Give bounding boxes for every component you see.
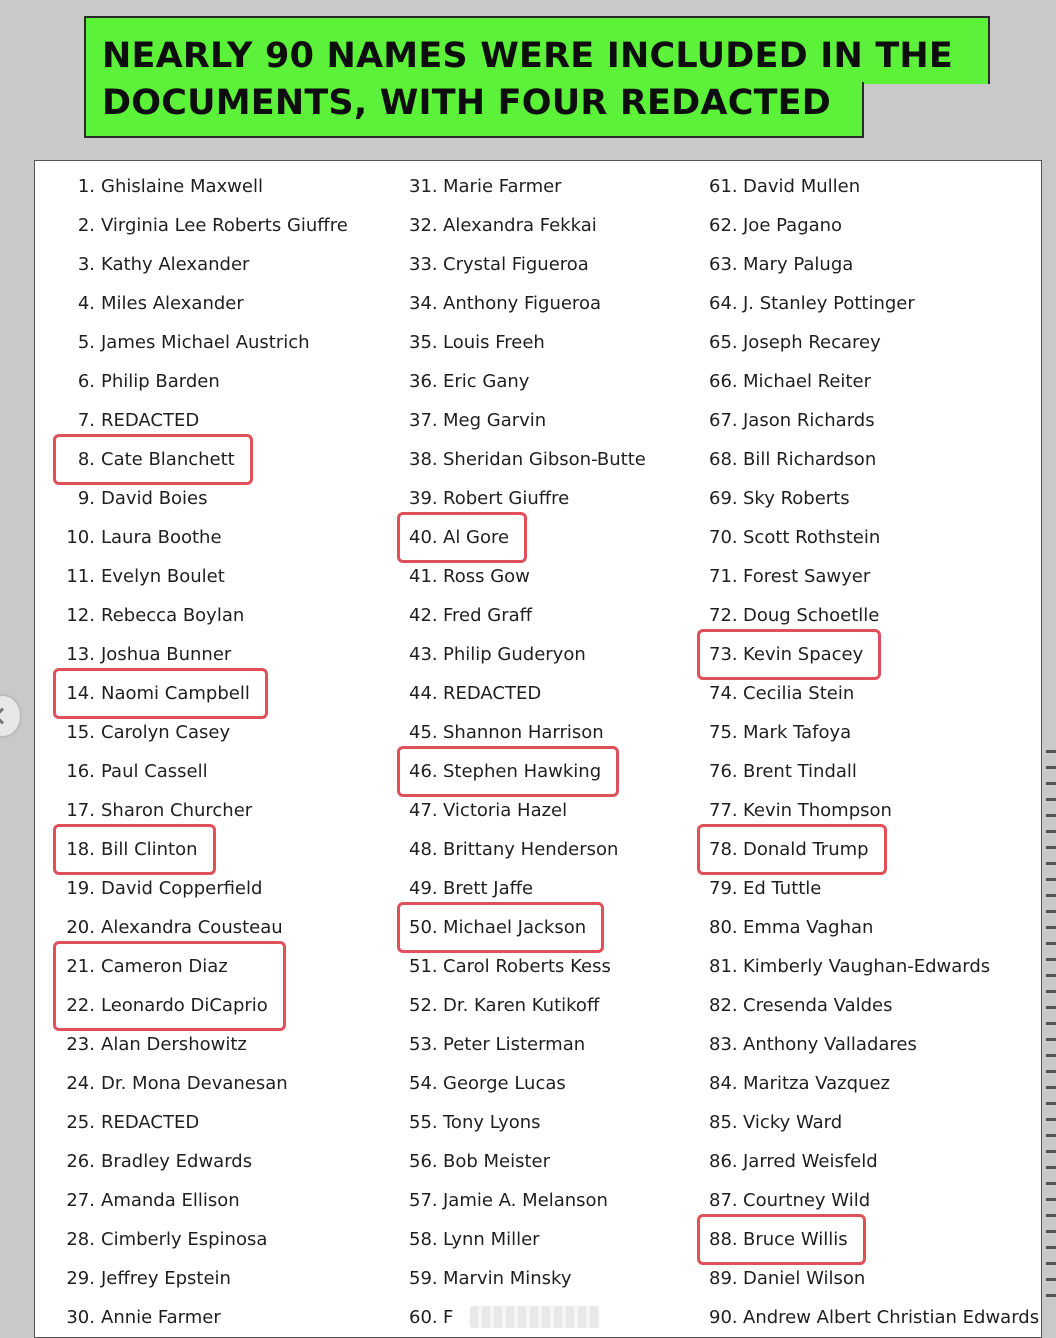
list-item (409, 908, 586, 947)
list-item (409, 1298, 453, 1337)
list-item-number: 7. (77, 410, 95, 431)
list-item-number: 48. (409, 839, 438, 860)
list-item (65, 557, 225, 596)
list-item-number: 1. (77, 176, 95, 197)
list-item-number: 19. (66, 878, 95, 899)
list-item (65, 1064, 288, 1103)
list-item-number: 78. (709, 839, 738, 860)
list-item-name: Fred Graff (443, 605, 533, 626)
list-item-name: Mark Tafoya (743, 722, 852, 743)
list-item (65, 284, 244, 323)
list-item-number: 51. (409, 956, 438, 977)
list-item-number: 32. (409, 215, 438, 236)
list-item-number: 30. (66, 1307, 95, 1328)
list-item-name: Anthony Figueroa (443, 293, 601, 314)
list-item-name: Brittany Henderson (443, 839, 619, 860)
list-item-name: Alexandra Fekkai (443, 215, 597, 236)
list-item-name: Bruce Willis (743, 1229, 848, 1250)
list-item-name: Eric Gany (443, 371, 530, 392)
list-item-name: Kimberly Vaughan-Edwards (743, 956, 991, 977)
list-item-name: Kevin Spacey (743, 644, 864, 665)
list-item-number: 82. (709, 995, 738, 1016)
list-item-name: Mary Paluga (743, 254, 854, 275)
list-item-number: 81. (709, 956, 738, 977)
list-item-number: 41. (409, 566, 438, 587)
list-item (65, 245, 249, 284)
list-item-number: 83. (709, 1034, 738, 1055)
list-item (65, 596, 244, 635)
list-item-name: J. Stanley Pottinger (743, 293, 915, 314)
list-item-number: 62. (709, 215, 738, 236)
list-item-name: Sharon Churcher (101, 800, 253, 821)
list-item-name: Bill Clinton (101, 839, 198, 860)
list-item (709, 518, 880, 557)
list-item (65, 1259, 231, 1298)
list-item (409, 284, 601, 323)
list-item-name: Doug Schoetlle (743, 605, 880, 626)
list-item-name: Louis Freeh (443, 332, 545, 353)
list-item (65, 401, 199, 440)
list-item-number: 76. (709, 761, 738, 782)
list-item-number: 22. (66, 995, 95, 1016)
list-item-name: Dr. Karen Kutikoff (443, 995, 600, 1016)
list-item-number: 90. (709, 1307, 738, 1328)
list-item-name: Cate Blanchett (101, 449, 235, 470)
list-item-number: 74. (709, 683, 738, 704)
list-item (65, 1025, 247, 1064)
list-item-number: 47. (409, 800, 438, 821)
list-item-name: Carolyn Casey (101, 722, 231, 743)
list-item-name: Scott Rothstein (743, 527, 881, 548)
list-item (409, 596, 532, 635)
list-item (709, 362, 871, 401)
list-item-number: 57. (409, 1190, 438, 1211)
list-item-name: Cecilia Stein (743, 683, 855, 704)
list-item (709, 1025, 917, 1064)
list-item-name: Bob Meister (443, 1151, 551, 1172)
list-item (65, 1181, 240, 1220)
list-item-number: 87. (709, 1190, 738, 1211)
list-item (409, 518, 509, 557)
list-item-number: 73. (709, 644, 738, 665)
list-item-name: Jarred Weisfeld (743, 1151, 878, 1172)
list-item (709, 401, 875, 440)
list-item (709, 986, 893, 1025)
list-item (409, 1064, 566, 1103)
list-item-name: Ghislaine Maxwell (101, 176, 263, 197)
list-item-name: Courtney Wild (743, 1190, 871, 1211)
list-item-name: Victoria Hazel (443, 800, 568, 821)
list-item-number: 85. (709, 1112, 738, 1133)
list-item-name: Joseph Recarey (743, 332, 881, 353)
list-item-name: Lynn Miller (443, 1229, 540, 1250)
list-item (709, 1259, 865, 1298)
list-item (709, 713, 851, 752)
list-item-name: Vicky Ward (743, 1112, 843, 1133)
list-item-name: Bill Richardson (743, 449, 877, 470)
list-item-number: 55. (409, 1112, 438, 1133)
list-item-name: Crystal Figueroa (443, 254, 589, 275)
list-item-name: Forest Sawyer (743, 566, 871, 587)
list-item (65, 791, 252, 830)
page-edge-decoration (1046, 750, 1056, 1310)
list-item-number: 5. (77, 332, 95, 353)
headline-banner (84, 16, 990, 138)
list-item-name: Alexandra Cousteau (101, 917, 283, 938)
list-item-number: 79. (709, 878, 738, 899)
list-item (65, 1103, 199, 1142)
list-item-name: Leonardo DiCaprio (101, 995, 268, 1016)
list-item (709, 1142, 878, 1181)
list-item (409, 1142, 550, 1181)
list-item-name: Carol Roberts Kess (443, 956, 611, 977)
list-item-number: 43. (409, 644, 438, 665)
list-item-number: 13. (66, 644, 95, 665)
list-item-number: 52. (409, 995, 438, 1016)
list-item-number: 68. (709, 449, 738, 470)
list-item-number: 70. (709, 527, 738, 548)
list-item (709, 791, 892, 830)
list-item (65, 869, 262, 908)
list-item (65, 1298, 221, 1337)
carousel-prev-button[interactable] (0, 696, 20, 736)
list-item-name: Philip Guderyon (443, 644, 586, 665)
list-item-number: 44. (409, 683, 438, 704)
list-item (709, 440, 876, 479)
list-item-name: Peter Listerman (443, 1034, 586, 1055)
list-item (709, 674, 854, 713)
list-item-name: Amanda Ellison (101, 1190, 240, 1211)
list-item (65, 518, 222, 557)
list-item-name: Evelyn Boulet (101, 566, 225, 587)
list-item-name: Kathy Alexander (101, 254, 250, 275)
list-item-name: Jason Richards (743, 410, 875, 431)
list-item (65, 830, 198, 869)
list-item-name: Andrew Albert Christian Edwards (743, 1307, 1040, 1328)
list-item (709, 284, 915, 323)
list-item-name: Michael Reiter (743, 371, 871, 392)
list-item-number: 2. (77, 215, 95, 236)
list-item-number: 64. (709, 293, 738, 314)
list-item (709, 479, 850, 518)
list-item (409, 791, 567, 830)
list-item-number: 63. (709, 254, 738, 275)
list-item-number: 40. (409, 527, 438, 548)
list-item-name: Marie Farmer (443, 176, 562, 197)
list-item-number: 61. (709, 176, 738, 197)
list-item (709, 908, 873, 947)
list-item-number: 17. (66, 800, 95, 821)
list-item (409, 635, 586, 674)
list-item-name: David Copperfield (101, 878, 263, 899)
list-item (709, 1064, 890, 1103)
list-item (65, 986, 268, 1025)
list-item (65, 1220, 267, 1259)
list-item (65, 713, 230, 752)
list-item (709, 1220, 848, 1259)
names-list-sheet (34, 160, 1042, 1338)
list-item-number: 50. (409, 917, 438, 938)
list-item (409, 1103, 541, 1142)
list-item (409, 1259, 572, 1298)
list-item-name: Annie Farmer (101, 1307, 221, 1328)
list-item-name: Paul Cassell (101, 761, 208, 782)
list-item (409, 713, 604, 752)
list-item (65, 752, 208, 791)
list-item-number: 77. (709, 800, 738, 821)
list-item (65, 440, 235, 479)
list-item-name: Shannon Harrison (443, 722, 604, 743)
list-item-number: 86. (709, 1151, 738, 1172)
list-item-name: Brett Jaffe (443, 878, 534, 899)
list-item-number: 38. (409, 449, 438, 470)
list-item-name: Naomi Campbell (101, 683, 250, 704)
list-item-name: Brent Tindall (743, 761, 857, 782)
list-item (65, 206, 348, 245)
list-item (709, 869, 821, 908)
list-item-number: 33. (409, 254, 438, 275)
list-item-number: 34. (409, 293, 438, 314)
list-item-name: Sky Roberts (743, 488, 850, 509)
list-item (409, 986, 599, 1025)
list-item (709, 245, 853, 284)
list-item (409, 947, 611, 986)
list-item (709, 830, 869, 869)
list-item-name: Michael Jackson (443, 917, 587, 938)
list-item-number: 46. (409, 761, 438, 782)
list-item (409, 245, 589, 284)
list-item-name: Jamie A. Melanson (443, 1190, 608, 1211)
list-item-number: 8. (77, 449, 95, 470)
list-item (709, 323, 881, 362)
list-item-number: 60. (409, 1307, 438, 1328)
list-item (409, 1220, 540, 1259)
list-item-number: 59. (409, 1268, 438, 1289)
list-item-name: Cimberly Espinosa (101, 1229, 268, 1250)
list-item (409, 830, 618, 869)
list-item-number: 18. (66, 839, 95, 860)
list-item-name: REDACTED (101, 1112, 200, 1133)
list-item (709, 752, 857, 791)
list-item-name: Ross Gow (443, 566, 530, 587)
list-item-name: Miles Alexander (101, 293, 244, 314)
list-item-name: Marvin Minsky (443, 1268, 572, 1289)
list-item-name: Bradley Edwards (101, 1151, 253, 1172)
list-item-number: 49. (409, 878, 438, 899)
list-item (409, 752, 601, 791)
list-item-number: 88. (709, 1229, 738, 1250)
list-item-name: Anthony Valladares (743, 1034, 917, 1055)
watermark-overlay (470, 1306, 600, 1328)
list-item-number: 75. (709, 722, 738, 743)
list-item-number: 28. (66, 1229, 95, 1250)
list-item-number: 67. (709, 410, 738, 431)
list-item (709, 206, 842, 245)
list-item (65, 167, 263, 206)
list-item (409, 440, 646, 479)
list-item-number: 14. (66, 683, 95, 704)
list-item-name: Kevin Thompson (743, 800, 892, 821)
list-item-number: 24. (66, 1073, 95, 1094)
list-item (709, 1103, 842, 1142)
list-item-number: 9. (77, 488, 95, 509)
list-item (709, 167, 860, 206)
list-item-number: 36. (409, 371, 438, 392)
list-item-number: 80. (709, 917, 738, 938)
list-item-name: Alan Dershowitz (101, 1034, 247, 1055)
list-item (709, 635, 863, 674)
list-item-name: Joshua Bunner (101, 644, 232, 665)
list-item-number: 10. (66, 527, 95, 548)
list-item-number: 45. (409, 722, 438, 743)
list-item-number: 84. (709, 1073, 738, 1094)
list-item-name: Joe Pagano (743, 215, 843, 236)
list-item-number: 54. (409, 1073, 438, 1094)
list-item-name: David Mullen (743, 176, 861, 197)
list-item-name: Sheridan Gibson-Butte (443, 449, 646, 470)
list-item-number: 69. (709, 488, 738, 509)
list-item-name: REDACTED (443, 683, 542, 704)
list-item-name: Robert Giuffre (443, 488, 570, 509)
list-item-number: 11. (66, 566, 95, 587)
list-item-name: Dr. Mona Devanesan (101, 1073, 288, 1094)
list-item (409, 674, 541, 713)
list-item-name: F (443, 1307, 454, 1328)
list-item (409, 479, 569, 518)
list-item (709, 596, 879, 635)
list-item (65, 908, 283, 947)
list-item (409, 401, 546, 440)
list-item-name: Ed Tuttle (743, 878, 822, 899)
list-item-number: 56. (409, 1151, 438, 1172)
list-item-number: 53. (409, 1034, 438, 1055)
list-item (409, 557, 530, 596)
list-item-name: Cameron Diaz (101, 956, 228, 977)
list-item-name: James Michael Austrich (101, 332, 310, 353)
list-item-number: 65. (709, 332, 738, 353)
list-item-number: 89. (709, 1268, 738, 1289)
list-item-number: 3. (77, 254, 95, 275)
list-item-number: 23. (66, 1034, 95, 1055)
list-item-number: 66. (709, 371, 738, 392)
list-item-name: Cresenda Valdes (743, 995, 893, 1016)
list-item-name: Tony Lyons (443, 1112, 541, 1133)
list-item (65, 674, 250, 713)
list-item (409, 206, 597, 245)
list-item-number: 31. (409, 176, 438, 197)
list-item-name: Laura Boothe (101, 527, 222, 548)
list-item (65, 362, 220, 401)
list-item (709, 947, 990, 986)
list-item (409, 362, 529, 401)
list-item (709, 557, 870, 596)
list-item-name: Meg Garvin (443, 410, 547, 431)
list-item-number: 42. (409, 605, 438, 626)
list-item-number: 4. (77, 293, 95, 314)
list-item-name: Virginia Lee Roberts Giuffre (101, 215, 348, 236)
list-item (409, 869, 533, 908)
list-item-number: 37. (409, 410, 438, 431)
headline-line-1: NEARLY 90 NAMES WERE INCLUDED IN THE (84, 16, 990, 84)
list-item-number: 26. (66, 1151, 95, 1172)
list-item-number: 58. (409, 1229, 438, 1250)
list-item-name: Philip Barden (101, 371, 220, 392)
list-item-number: 25. (66, 1112, 95, 1133)
list-item-number: 6. (77, 371, 95, 392)
list-item-name: Emma Vaghan (743, 917, 874, 938)
list-item-number: 12. (66, 605, 95, 626)
list-item-name: Jeffrey Epstein (101, 1268, 231, 1289)
list-item-number: 29. (66, 1268, 95, 1289)
list-item-name: Maritza Vazquez (743, 1073, 890, 1094)
list-item-number: 35. (409, 332, 438, 353)
list-item-number: 15. (66, 722, 95, 743)
list-item-number: 72. (709, 605, 738, 626)
list-item (65, 947, 228, 986)
list-item-name: Daniel Wilson (743, 1268, 866, 1289)
list-item (65, 1142, 252, 1181)
list-item-number: 27. (66, 1190, 95, 1211)
list-item (409, 1181, 608, 1220)
list-item-name: David Boies (101, 488, 208, 509)
list-item-number: 20. (66, 917, 95, 938)
list-item (65, 635, 231, 674)
list-item-number: 21. (66, 956, 95, 977)
list-item (709, 1298, 1039, 1337)
headline-line-2: DOCUMENTS, WITH FOUR REDACTED (84, 82, 864, 138)
list-item-name: REDACTED (101, 410, 200, 431)
list-item-name: Donald Trump (743, 839, 869, 860)
list-item-name: Stephen Hawking (443, 761, 602, 782)
list-item-number: 39. (409, 488, 438, 509)
list-item (409, 1025, 585, 1064)
list-item (65, 323, 310, 362)
list-item-name: Rebecca Boylan (101, 605, 245, 626)
list-item (65, 479, 208, 518)
list-item (709, 1181, 870, 1220)
list-item (409, 323, 545, 362)
list-item-name: George Lucas (443, 1073, 566, 1094)
list-item-number: 71. (709, 566, 738, 587)
list-item-name: Al Gore (443, 527, 510, 548)
list-item-number: 16. (66, 761, 95, 782)
list-item (409, 167, 562, 206)
